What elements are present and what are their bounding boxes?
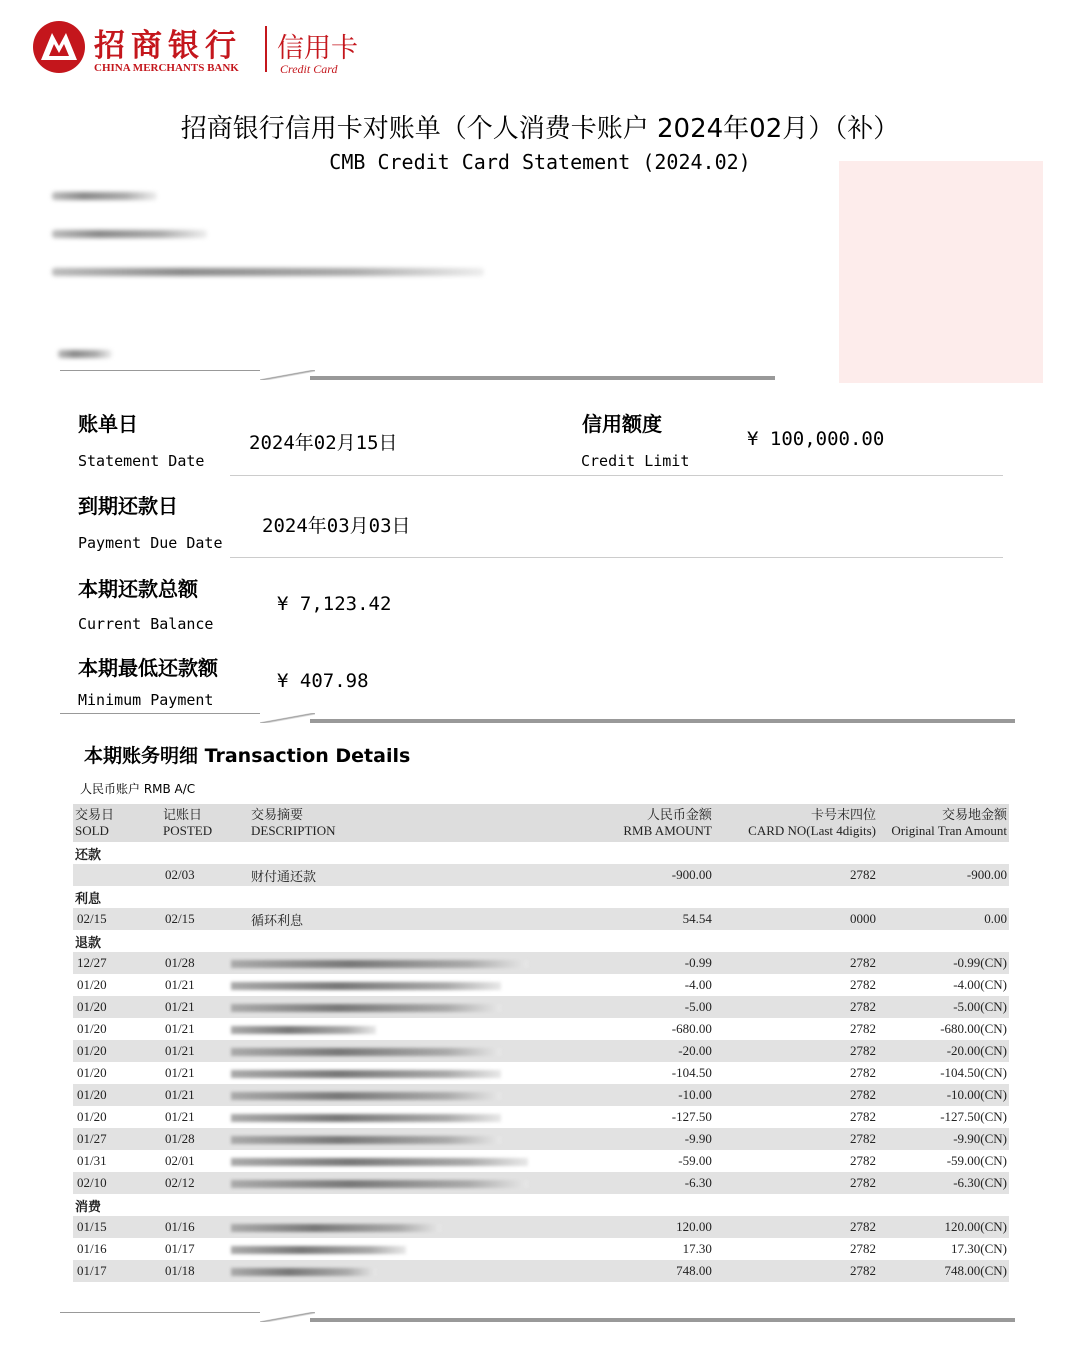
rmb-amount: 54.54 (599, 908, 714, 930)
due-date-value: 2024年03月03日 (262, 515, 411, 537)
original-amount: -20.00(CN) (878, 1040, 1009, 1062)
sold-date: 01/20 (77, 1065, 107, 1080)
posted-date: 01/21 (161, 1084, 249, 1106)
logo-cn: 招商银行 (94, 28, 242, 64)
table-row (73, 974, 1009, 996)
header-cn: 交易日 (75, 807, 115, 822)
transaction-table (73, 804, 1009, 1282)
description (249, 1172, 599, 1194)
card-no: 2782 (850, 1109, 876, 1124)
redacted-description (231, 1048, 501, 1056)
header-cn: 交易摘要 (251, 807, 304, 822)
redacted-description (231, 1246, 406, 1254)
description (249, 1106, 599, 1128)
header-en: RMB AMOUNT (623, 823, 712, 838)
section-name: 消费 (75, 1199, 102, 1215)
redacted-area (839, 161, 1043, 383)
sold-date: 01/20 (73, 996, 161, 1018)
description (249, 1238, 599, 1260)
posted-date: 02/15 (161, 908, 249, 930)
description (249, 952, 599, 974)
original-amount: 748.00(CN) (878, 1260, 1009, 1282)
posted-date: 01/17 (165, 1241, 195, 1256)
column-header (73, 804, 161, 842)
table-row (73, 1062, 1009, 1084)
sold-date: 12/27 (73, 952, 161, 974)
original-amount: -5.00(CN) (878, 996, 1009, 1018)
table-row (73, 1172, 1009, 1194)
card-no: 2782 (714, 864, 878, 886)
balance-value: ¥ 7,123.42 (277, 593, 392, 615)
description (249, 1216, 599, 1238)
redacted-description (231, 1180, 528, 1188)
table-row (73, 1216, 1009, 1238)
rmb-amount: -4.00 (684, 977, 712, 992)
rmb-amount: 120.00 (599, 1216, 714, 1238)
rmb-amount: -9.90 (599, 1128, 714, 1150)
card-no: 2782 (850, 977, 876, 992)
header-cn: 交易地金额 (941, 807, 1007, 822)
original-amount: -900.00 (878, 864, 1009, 886)
table-row (73, 1260, 1009, 1282)
rmb-amount: -900.00 (599, 864, 714, 886)
sold-date: 01/20 (77, 1021, 107, 1036)
section-header (73, 842, 1009, 864)
description (249, 1150, 599, 1172)
posted-date: 01/21 (165, 1109, 195, 1124)
table-row (73, 1040, 1009, 1062)
redacted-description (231, 1070, 501, 1078)
table-row (73, 908, 1009, 930)
section-name: 还款 (75, 847, 102, 863)
description (249, 1062, 599, 1084)
original-amount: -127.50(CN) (940, 1109, 1007, 1124)
header-en: DESCRIPTION (251, 823, 336, 838)
balance-label-en: Current Balance (78, 615, 214, 633)
logo-product-cn: 信用卡 (277, 33, 358, 64)
original-amount: 0.00 (878, 908, 1009, 930)
table-row (73, 1128, 1009, 1150)
redacted-description (231, 1158, 528, 1166)
posted-date: 02/03 (161, 864, 249, 886)
description (249, 1084, 599, 1106)
credit-limit-label: 信用额度 (582, 412, 662, 436)
posted-date: 01/21 (165, 1065, 195, 1080)
card-no: 2782 (714, 1128, 878, 1150)
description (249, 1040, 599, 1062)
posted-date: 01/28 (161, 1128, 249, 1150)
header-en: CARD NO(Last 4digits) (748, 823, 876, 838)
account-label: 人民币账户 RMB A/C (80, 782, 196, 796)
card-no: 2782 (714, 1260, 878, 1282)
sold-date: 02/15 (73, 908, 161, 930)
statement-date-label: 账单日 (78, 412, 138, 436)
original-amount: -6.30(CN) (878, 1172, 1009, 1194)
table-row (73, 864, 1009, 886)
description (249, 974, 599, 996)
card-no: 2782 (714, 1040, 878, 1062)
sold-date: 01/20 (77, 1109, 107, 1124)
card-no: 2782 (850, 1065, 876, 1080)
table-row (73, 952, 1009, 974)
posted-date: 01/21 (165, 977, 195, 992)
sold-date: 01/20 (73, 1040, 161, 1062)
posted-date: 02/01 (165, 1153, 195, 1168)
original-amount: -59.00(CN) (946, 1153, 1007, 1168)
due-date-label-en: Payment Due Date (78, 534, 223, 552)
rmb-amount: -59.00 (678, 1153, 712, 1168)
posted-date: 01/21 (165, 1021, 195, 1036)
description (249, 1018, 599, 1040)
redacted-description (231, 1004, 501, 1012)
section-name: 退款 (75, 935, 102, 951)
original-amount: -9.90(CN) (878, 1128, 1009, 1150)
rmb-amount: -104.50 (671, 1065, 712, 1080)
rmb-amount: -127.50 (671, 1109, 712, 1124)
sold-date: 01/20 (77, 977, 107, 992)
card-no: 2782 (714, 952, 878, 974)
min-payment-label-en: Minimum Payment (78, 691, 214, 709)
original-amount: -104.50(CN) (940, 1065, 1007, 1080)
header-en: SOLD (75, 823, 109, 838)
details-title: 本期账务明细 Transaction Details (84, 745, 411, 767)
table-row (73, 1150, 1009, 1172)
original-amount: 120.00(CN) (878, 1216, 1009, 1238)
table-row (73, 1018, 1009, 1040)
card-no: 2782 (850, 1021, 876, 1036)
min-payment-label: 本期最低还款额 (78, 656, 218, 680)
rmb-amount: -20.00 (599, 1040, 714, 1062)
description: 财付通还款 (249, 864, 599, 886)
redacted-description (231, 1092, 501, 1100)
column-header (878, 804, 1009, 842)
logo-product-en: Credit Card (280, 62, 338, 76)
redacted-description (231, 1114, 501, 1122)
table-row (73, 996, 1009, 1018)
credit-limit-value: ¥ 100,000.00 (747, 428, 885, 450)
section-header (73, 886, 1009, 908)
due-date-label: 到期还款日 (78, 494, 178, 518)
card-no: 2782 (850, 1153, 876, 1168)
posted-date: 01/21 (161, 1040, 249, 1062)
description (249, 1260, 599, 1282)
redacted-description (231, 1136, 501, 1144)
page-subtitle: CMB Credit Card Statement (2024.02) (329, 150, 751, 174)
rmb-amount: -10.00 (599, 1084, 714, 1106)
min-payment-value: ¥ 407.98 (277, 670, 369, 692)
header-cn: 记账日 (163, 807, 203, 822)
table-row (73, 1238, 1009, 1260)
section-header (73, 930, 1009, 952)
column-header (714, 804, 878, 842)
card-no: 2782 (850, 1241, 876, 1256)
rmb-amount: 748.00 (599, 1260, 714, 1282)
card-no: 2782 (714, 1172, 878, 1194)
sold-date (73, 864, 161, 886)
sold-date: 01/17 (73, 1260, 161, 1282)
original-amount: -680.00(CN) (940, 1021, 1007, 1036)
description (249, 996, 599, 1018)
posted-date: 02/12 (161, 1172, 249, 1194)
header-cn: 卡号末四位 (810, 807, 876, 822)
original-amount: -4.00(CN) (953, 977, 1007, 992)
rmb-amount: -5.00 (599, 996, 714, 1018)
column-header (161, 804, 249, 842)
posted-date: 01/28 (161, 952, 249, 974)
section-header (73, 1194, 1009, 1216)
posted-date: 01/18 (161, 1260, 249, 1282)
sold-date: 02/10 (73, 1172, 161, 1194)
sold-date: 01/15 (73, 1216, 161, 1238)
description (249, 1128, 599, 1150)
rmb-amount: 17.30 (682, 1241, 712, 1256)
sold-date: 01/16 (77, 1241, 107, 1256)
card-no: 2782 (714, 1084, 878, 1106)
table-row (73, 1084, 1009, 1106)
page-title: 招商银行信用卡对账单（个人消费卡账户 2024年02月）（补） (180, 114, 900, 144)
logo-en: CHINA MERCHANTS BANK (94, 62, 239, 74)
section-name: 利息 (75, 891, 102, 907)
sold-date: 01/27 (73, 1128, 161, 1150)
rmb-amount: -6.30 (599, 1172, 714, 1194)
column-header (249, 804, 599, 842)
header-en: Original Tran Amount (891, 823, 1007, 838)
redacted-description (231, 1224, 441, 1232)
description: 循环利息 (249, 908, 599, 930)
card-no: 2782 (714, 1216, 878, 1238)
card-no: 0000 (714, 908, 878, 930)
balance-label: 本期还款总额 (78, 577, 198, 601)
header-cn: 人民币金额 (646, 807, 712, 822)
redacted-description (231, 982, 501, 990)
rmb-amount: -680.00 (671, 1021, 712, 1036)
sold-date: 01/20 (73, 1084, 161, 1106)
rmb-amount: -0.99 (599, 952, 714, 974)
bank-logo (32, 20, 372, 76)
statement-date-label-en: Statement Date (78, 452, 205, 470)
redacted-description (231, 1268, 376, 1276)
posted-date: 01/21 (161, 996, 249, 1018)
posted-date: 01/16 (161, 1216, 249, 1238)
credit-limit-label-en: Credit Limit (581, 452, 690, 470)
column-header (599, 804, 714, 842)
card-no: 2782 (714, 996, 878, 1018)
original-amount: 17.30(CN) (951, 1241, 1007, 1256)
original-amount: -0.99(CN) (878, 952, 1009, 974)
statement-date-value: 2024年02月15日 (249, 432, 398, 454)
cmb-logo-icon (32, 20, 86, 74)
original-amount: -10.00(CN) (878, 1084, 1009, 1106)
sold-date: 01/31 (77, 1153, 107, 1168)
table-row (73, 1106, 1009, 1128)
redacted-description (231, 960, 528, 968)
header-en: POSTED (163, 823, 213, 838)
redacted-description (231, 1026, 376, 1034)
